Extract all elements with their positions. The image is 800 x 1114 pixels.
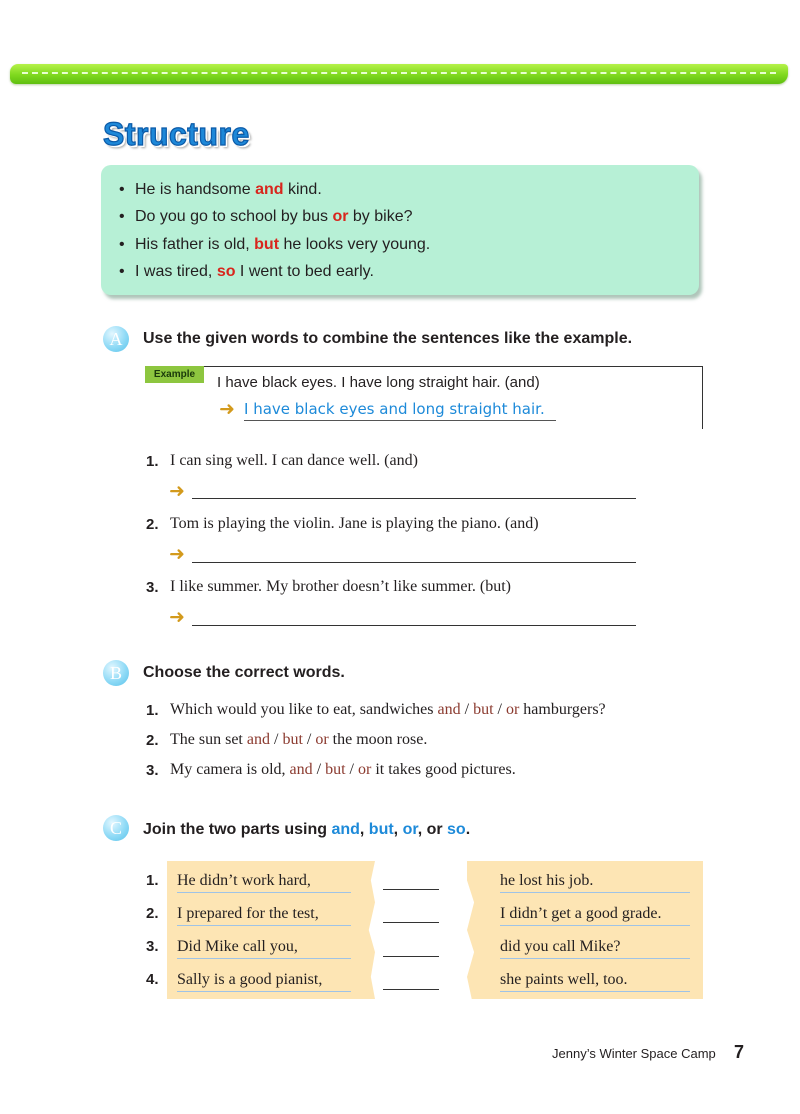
item-number: 3.	[146, 938, 159, 955]
section-c-badge: C	[103, 815, 129, 841]
choice-option[interactable]: and	[437, 701, 461, 718]
conjunction-blank-input[interactable]	[383, 889, 439, 890]
item-number: 4.	[146, 971, 159, 988]
page-number: 7	[734, 1042, 745, 1062]
book-title: Jenny’s Winter Space Camp	[552, 1046, 716, 1061]
choice-option[interactable]: and	[289, 761, 313, 778]
structure-sentence: • Do you go to school by bus or by bike?	[119, 208, 413, 226]
right-clause: did you call Mike?	[500, 938, 690, 959]
example-answer: I have black eyes and long straight hair.	[244, 400, 556, 421]
section-b-title: Choose the correct words.	[143, 664, 345, 681]
example-question: I have black eyes. I have long straight hair. (and)	[217, 374, 540, 391]
section-b-badge: B	[103, 660, 129, 686]
arrow-icon: ➜	[169, 480, 185, 502]
choice-option[interactable]: but	[473, 701, 494, 718]
item-number: 1.	[146, 453, 159, 470]
item-number: 1.	[146, 872, 159, 889]
arrow-icon: ➜	[169, 606, 185, 628]
answer-line-input[interactable]	[192, 625, 636, 626]
structure-sentence: • I was tired, so I went to bed early.	[119, 263, 374, 281]
conjunction-blank-input[interactable]	[383, 956, 439, 957]
choice-sentence: The sun set and / but / or the moon rose.	[170, 731, 428, 748]
choice-sentence: My camera is old, and / but / or it takes good pictures.	[170, 761, 516, 778]
top-ribbon-decoration	[10, 64, 788, 84]
section-c-title: Join the two parts using and, but, or, or so.	[143, 821, 471, 838]
conjunction-keyword: so	[216, 263, 236, 281]
conjunction-keyword: and	[255, 181, 284, 198]
section-a-title: Use the given words to combine the sentences like the example.	[143, 330, 633, 347]
conjunction-blank-input[interactable]	[383, 989, 439, 990]
example-label: Example	[145, 366, 204, 383]
choice-option[interactable]: or	[315, 731, 329, 748]
left-clause: He didn’t work hard,	[177, 872, 351, 893]
item-number: 3.	[146, 579, 159, 596]
item-number: 2.	[146, 732, 159, 749]
arrow-icon: ➜	[169, 543, 185, 565]
structure-list	[119, 176, 430, 286]
conjunction-keyword: but	[254, 235, 280, 253]
choice-option[interactable]: or	[358, 761, 372, 778]
exercise-sentence: I like summer. My brother doesn’t like summer. (but)	[170, 578, 511, 595]
left-clause: Sally is a good pianist,	[177, 971, 351, 992]
conjunction-keyword: or	[332, 208, 349, 226]
right-clause: I didn’t get a good grade.	[500, 905, 690, 926]
arrow-icon: ➜	[219, 398, 235, 420]
left-clause: I prepared for the test,	[177, 905, 351, 926]
structure-sentence: • His father is old, but he looks very young.	[119, 235, 431, 253]
section-a-badge: A	[103, 326, 129, 352]
choice-option[interactable]: or	[505, 701, 520, 718]
exercise-sentence: Tom is playing the violin. Jane is playing the piano. (and)	[170, 515, 539, 532]
conjunction-blank-input[interactable]	[383, 922, 439, 923]
left-clause: Did Mike call you,	[177, 938, 351, 959]
exercise-sentence: I can sing well. I can dance well. (and)	[170, 452, 418, 469]
structure-box	[101, 165, 699, 295]
choice-option[interactable]: but	[282, 731, 303, 748]
choice-option[interactable]: but	[325, 761, 346, 778]
answer-line-input[interactable]	[192, 562, 636, 563]
right-clause: he lost his job.	[500, 872, 690, 893]
choice-option[interactable]: and	[246, 731, 270, 748]
choice-sentence: Which would you like to eat, sandwiches and / but / or hamburgers?	[170, 701, 606, 718]
right-clause: she paints well, too.	[500, 971, 690, 992]
answer-line-input[interactable]	[192, 498, 636, 499]
structure-heading: Structure	[103, 116, 250, 152]
structure-sentence: • He is handsome and kind.	[119, 181, 322, 198]
item-number: 2.	[146, 905, 159, 922]
item-number: 2.	[146, 516, 159, 533]
item-number: 3.	[146, 762, 159, 779]
item-number: 1.	[146, 702, 159, 719]
